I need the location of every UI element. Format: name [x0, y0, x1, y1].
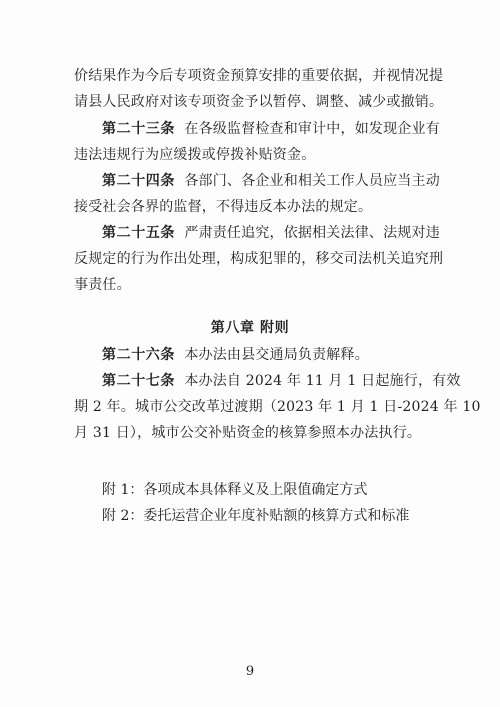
- article-label: 第二十五条: [102, 225, 175, 241]
- body-line: 月 31 日），城市公交补贴资金的核算参照本办法执行。: [74, 425, 422, 441]
- body-line: 反规定的行为作出处理，构成犯罪的，移交司法机关追究刑: [74, 251, 444, 267]
- article-24: [102, 172, 440, 190]
- article-label: 第二十四条: [102, 173, 175, 189]
- article-text: 在各级监督检查和审计中，如发现企业有: [184, 121, 440, 137]
- article-25: [102, 224, 440, 242]
- article-text: 本办法自 2024 年 11 月 1 日起施行，有效: [184, 373, 461, 389]
- body-line: 事责任。: [74, 277, 131, 293]
- article-label: 第二十三条: [102, 121, 175, 137]
- body-line: 接受社会各界的监督，不得违反本办法的规定。: [74, 199, 373, 215]
- article-label: 第二十六条: [102, 347, 175, 363]
- article-26: [102, 346, 434, 364]
- body-line: 请县人民政府对该专项资金予以暂停、调整、减少或撤销。: [74, 94, 444, 110]
- body-line: 违法违规行为应缓拨或停拨补贴资金。: [74, 147, 316, 163]
- body-line: 价结果作为今后专项资金预算安排的重要依据，并视情况提: [74, 68, 444, 84]
- chapter-title: 第八章 附则: [210, 320, 290, 336]
- article-label: 第二十七条: [102, 373, 175, 389]
- attachment-1: 附 1：各项成本具体释义及上限值确定方式: [102, 482, 368, 498]
- article-23: [102, 120, 440, 138]
- attachment-2: 附 2：委托运营企业年度补贴额的核算方式和标准: [102, 508, 410, 524]
- article-27: [102, 372, 461, 390]
- article-text: 严肃责任追究，依据相关法律、法规对违: [184, 225, 440, 241]
- page-number: 9: [245, 664, 255, 679]
- article-text: 各部门、各企业和相关工作人员应当主动: [184, 173, 440, 189]
- body-line: 期 2 年。城市公交改革过渡期（2023 年 1 月 1 日-2024 年 10: [74, 399, 481, 415]
- article-text: 本办法由县交通局负责解释。: [184, 347, 369, 363]
